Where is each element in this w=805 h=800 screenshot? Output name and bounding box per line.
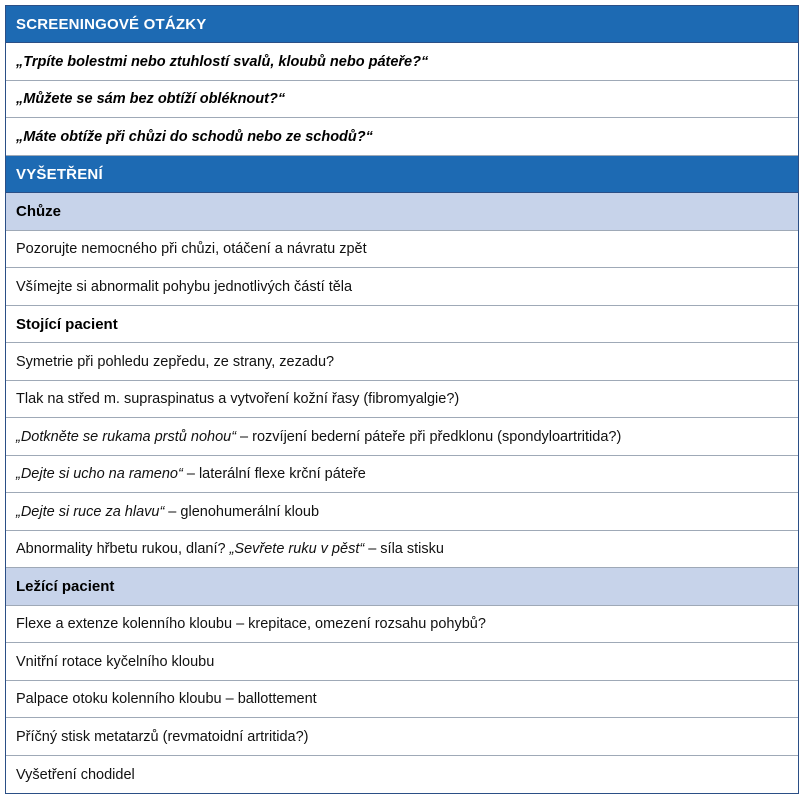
exam-header (6, 156, 798, 193)
exam-item-quote: „Dejte si ruce za hlavu“ (16, 503, 165, 520)
exam-item (6, 531, 798, 568)
exam-item (6, 231, 798, 268)
screening-question-text: „Trpíte bolestmi nebo ztuhlostí svalů, kloubů nebo páteře?“ (16, 53, 429, 70)
screening-title: SCREENINGOVÉ OTÁZKY (16, 15, 207, 33)
exam-item (6, 606, 798, 643)
exam-item (6, 343, 798, 381)
exam-item (6, 418, 798, 456)
lying-title: Ležící pacient (16, 578, 115, 595)
exam-item (6, 268, 798, 306)
screening-question-text: „Máte obtíže při chůzi do schodů nebo ze schodů?“ (16, 128, 373, 145)
screening-question (6, 118, 798, 156)
exam-item (6, 456, 798, 493)
exam-item (6, 756, 798, 793)
exam-item-text: – rozvíjení bederní páteře při předklonu (spondyloartritida?) (236, 428, 622, 445)
screening-header (6, 6, 798, 43)
exam-item (6, 493, 798, 531)
standing-title: Stojící pacient (16, 315, 118, 333)
exam-item-text: Příčný stisk metatarzů (revmatoidní artritida?) (16, 728, 309, 745)
exam-item-text: – laterální flexe krční páteře (182, 466, 366, 482)
exam-item-text: Pozorujte nemocného při chůzi, otáčení a návratu zpět (16, 241, 367, 257)
screening-question (6, 81, 798, 118)
exam-item (6, 718, 798, 756)
walking-title: Chůze (16, 203, 61, 220)
exam-item-text: Palpace otoku kolenního kloubu – ballottement (16, 691, 317, 707)
exam-item-quote: „Sevřete ruku v pěst“ (229, 541, 365, 557)
walking-subheader (6, 193, 798, 231)
exam-item (6, 381, 798, 418)
exam-item-text: – glenohumerální kloub (164, 503, 320, 520)
exam-item-text: Abnormality hřbetu rukou, dlaní? (16, 541, 230, 557)
exam-item-text: Flexe a extenze kolenního kloubu – krepitace, omezení rozsahu pohybů? (16, 616, 486, 632)
exam-item (6, 643, 798, 681)
examination-table (5, 5, 799, 794)
exam-item-text: Symetrie při pohledu zepředu, ze strany, zezadu? (16, 353, 335, 370)
exam-item-text: Tlak na střed m. supraspinatus a vytvoření kožní řasy (fibromyalgie?) (16, 391, 460, 407)
exam-item-quote: „Dejte si ucho na rameno“ (16, 466, 183, 482)
screening-question (6, 43, 798, 81)
exam-item-text: Vnitřní rotace kyčelního kloubu (16, 653, 215, 670)
exam-title: VYŠETŘENÍ (16, 165, 103, 183)
exam-item-text: – síla stisku (364, 541, 444, 557)
exam-item-text: Vyšetření chodidel (16, 766, 135, 783)
screening-question-text: „Můžete se sám bez obtíží obléknout?“ (16, 91, 286, 107)
exam-item-text: Všímejte si abnormalit pohybu jednotlivých částí těla (16, 278, 353, 295)
exam-item (6, 681, 798, 718)
standing-subheader (6, 306, 798, 343)
exam-item-quote: „Dotkněte se rukama prstů nohou“ (16, 428, 237, 445)
lying-subheader (6, 568, 798, 606)
